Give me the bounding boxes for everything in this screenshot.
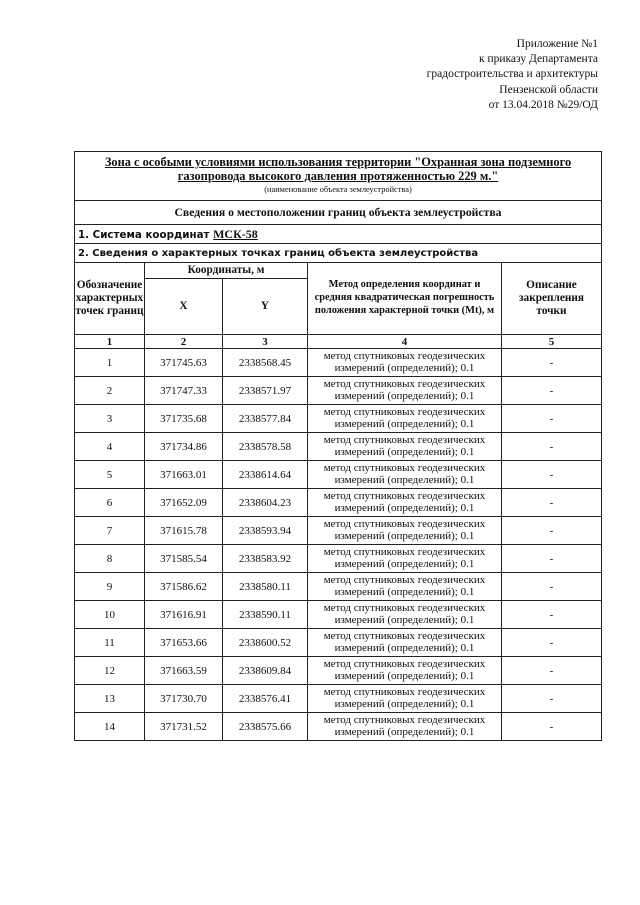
method-line1: метод спутниковых геодезических (323, 434, 486, 446)
method-line2: измерений (определений); 0.1 (334, 585, 475, 598)
point-id-cell: 1 (75, 349, 145, 377)
x-coordinate-cell: 371730.70 (145, 685, 223, 713)
point-id-cell: 2 (75, 377, 145, 405)
coordinate-system-value: МСК-58 (213, 226, 258, 241)
description-cell: - (502, 377, 602, 405)
point-id-cell: 3 (75, 405, 145, 433)
appendix-line: к приказу Департамента (479, 53, 598, 66)
method-cell (308, 489, 502, 517)
method-line2: измерений (определений); 0.1 (334, 557, 475, 570)
y-coordinate-cell: 2338609.84 (223, 657, 308, 685)
point-id-cell: 4 (75, 433, 145, 461)
header-x: X (145, 279, 223, 335)
points-title: 2. Сведения о характерных точках границ объекта землеустройства (75, 244, 602, 263)
method-line1: метод спутниковых геодезических (323, 518, 486, 530)
table-row (75, 713, 602, 741)
table-row (75, 573, 602, 601)
x-coordinate-cell: 371747.33 (145, 377, 223, 405)
header-method: Метод определения координат и средняя квадратическая погрешность положения характерной точки (Мt), м (308, 263, 502, 335)
column-number: 4 (308, 335, 502, 349)
coordinate-system-row (75, 225, 602, 244)
method-line1: метод спутниковых геодезических (323, 462, 486, 474)
y-coordinate-cell: 2338593.94 (223, 517, 308, 545)
x-coordinate-cell: 371652.09 (145, 489, 223, 517)
method-line1: метод спутниковых геодезических (323, 714, 486, 726)
method-line1: метод спутниковых геодезических (323, 490, 486, 502)
description-cell: - (502, 545, 602, 573)
x-coordinate-cell: 371663.01 (145, 461, 223, 489)
description-cell: - (502, 433, 602, 461)
method-line2: измерений (определений); 0.1 (334, 417, 475, 430)
y-coordinate-cell: 2338583.92 (223, 545, 308, 573)
description-cell: - (502, 601, 602, 629)
method-cell (308, 517, 502, 545)
x-coordinate-cell: 371745.63 (145, 349, 223, 377)
table-row (75, 461, 602, 489)
description-cell: - (502, 657, 602, 685)
method-line2: измерений (определений); 0.1 (334, 473, 475, 486)
table-row (75, 657, 602, 685)
method-cell (308, 545, 502, 573)
table-row (75, 377, 602, 405)
method-cell (308, 377, 502, 405)
section-title-row (75, 201, 602, 225)
zone-row (75, 152, 602, 201)
column-number: 2 (145, 335, 223, 349)
y-coordinate-cell: 2338576.41 (223, 685, 308, 713)
point-id-cell: 11 (75, 629, 145, 657)
x-coordinate-cell: 371653.66 (145, 629, 223, 657)
y-coordinate-cell: 2338577.84 (223, 405, 308, 433)
method-cell (308, 433, 502, 461)
points-title-row (75, 244, 602, 263)
method-line1: метод спутниковых геодезических (323, 630, 486, 642)
method-cell (308, 601, 502, 629)
method-cell (308, 573, 502, 601)
point-id-cell: 9 (75, 573, 145, 601)
point-id-cell: 6 (75, 489, 145, 517)
appendix-line: Приложение №1 (516, 38, 598, 50)
method-line1: метод спутниковых геодезических (323, 686, 486, 698)
y-coordinate-cell: 2338590.11 (223, 601, 308, 629)
method-cell (308, 461, 502, 489)
header-y: Y (223, 279, 308, 335)
appendix-line: Пензенской области (499, 83, 598, 96)
description-cell: - (502, 573, 602, 601)
table-row (75, 545, 602, 573)
table-row (75, 405, 602, 433)
y-coordinate-cell: 2338578.58 (223, 433, 308, 461)
table-row (75, 685, 602, 713)
method-cell (308, 685, 502, 713)
x-coordinate-cell: 371734.86 (145, 433, 223, 461)
method-line2: измерений (определений); 0.1 (334, 361, 475, 374)
header-point-id: Обозначение характерных точек границ (75, 263, 145, 335)
coordinate-system (75, 225, 602, 244)
x-coordinate-cell: 371616.91 (145, 601, 223, 629)
method-line2: измерений (определений); 0.1 (334, 641, 475, 654)
method-cell (308, 349, 502, 377)
method-line2: измерений (определений); 0.1 (334, 669, 475, 682)
description-cell: - (502, 629, 602, 657)
zone-cell (75, 152, 602, 201)
method-line2: измерений (определений); 0.1 (334, 529, 475, 542)
x-coordinate-cell: 371586.62 (145, 573, 223, 601)
zone-title-line2: газопровода высокого давления протяженностью 229 м." (177, 169, 499, 183)
method-line2: измерений (определений); 0.1 (334, 445, 475, 458)
header-description: Описание закрепления точки (502, 263, 602, 335)
point-id-cell: 5 (75, 461, 145, 489)
appendix-line: градостроительства и архитектуры (426, 68, 598, 81)
table-row (75, 433, 602, 461)
y-coordinate-cell: 2338575.66 (223, 713, 308, 741)
zone-title-line1: Зона с особыми условиями использования территории "Охранная зона подземного (104, 155, 572, 169)
point-id-cell: 13 (75, 685, 145, 713)
table-row (75, 517, 602, 545)
y-coordinate-cell: 2338580.11 (223, 573, 308, 601)
appendix-line: от 13.04.2018 №29/ОД (488, 98, 598, 111)
method-line1: метод спутниковых геодезических (323, 378, 486, 390)
column-number-row (75, 335, 602, 349)
point-id-cell: 7 (75, 517, 145, 545)
description-cell: - (502, 461, 602, 489)
point-id-cell: 12 (75, 657, 145, 685)
header-row (75, 263, 602, 279)
point-id-cell: 10 (75, 601, 145, 629)
method-line2: измерений (определений); 0.1 (334, 613, 475, 626)
description-cell: - (502, 517, 602, 545)
x-coordinate-cell: 371731.52 (145, 713, 223, 741)
method-line1: метод спутниковых геодезических (323, 574, 486, 586)
description-cell: - (502, 489, 602, 517)
table-row (75, 489, 602, 517)
method-line2: измерений (определений); 0.1 (334, 501, 475, 514)
point-id-cell: 14 (75, 713, 145, 741)
method-line2: измерений (определений); 0.1 (334, 389, 475, 402)
column-number: 1 (75, 335, 145, 349)
header-coordinates: Координаты, м (145, 263, 308, 279)
y-coordinate-cell: 2338571.97 (223, 377, 308, 405)
method-cell (308, 657, 502, 685)
description-cell: - (502, 405, 602, 433)
x-coordinate-cell: 371663.59 (145, 657, 223, 685)
method-line1: метод спутниковых геодезических (323, 602, 486, 614)
method-line2: измерений (определений); 0.1 (334, 725, 475, 738)
appendix-block (427, 37, 598, 113)
column-number: 5 (502, 335, 602, 349)
description-cell: - (502, 713, 602, 741)
table-row (75, 629, 602, 657)
boundary-table (74, 151, 602, 741)
section-title: Сведения о местоположении границ объекта землеустройства (75, 201, 602, 225)
method-line1: метод спутниковых геодезических (323, 658, 486, 670)
y-coordinate-cell: 2338614.64 (223, 461, 308, 489)
table-row (75, 601, 602, 629)
x-coordinate-cell: 371615.78 (145, 517, 223, 545)
y-coordinate-cell: 2338568.45 (223, 349, 308, 377)
y-coordinate-cell: 2338604.23 (223, 489, 308, 517)
method-line1: метод спутниковых геодезических (323, 406, 486, 418)
method-cell (308, 713, 502, 741)
coordinate-system-label: 1. Система координат (78, 228, 214, 241)
zone-caption: (наименование объекта землеустройства) (264, 185, 412, 194)
method-line2: измерений (определений); 0.1 (334, 697, 475, 710)
method-line1: метод спутниковых геодезических (323, 350, 486, 362)
y-coordinate-cell: 2338600.52 (223, 629, 308, 657)
column-number: 3 (223, 335, 308, 349)
table-row (75, 349, 602, 377)
description-cell: - (502, 349, 602, 377)
x-coordinate-cell: 371735.68 (145, 405, 223, 433)
method-line1: метод спутниковых геодезических (323, 546, 486, 558)
description-cell: - (502, 685, 602, 713)
x-coordinate-cell: 371585.54 (145, 545, 223, 573)
method-cell (308, 405, 502, 433)
method-cell (308, 629, 502, 657)
point-id-cell: 8 (75, 545, 145, 573)
